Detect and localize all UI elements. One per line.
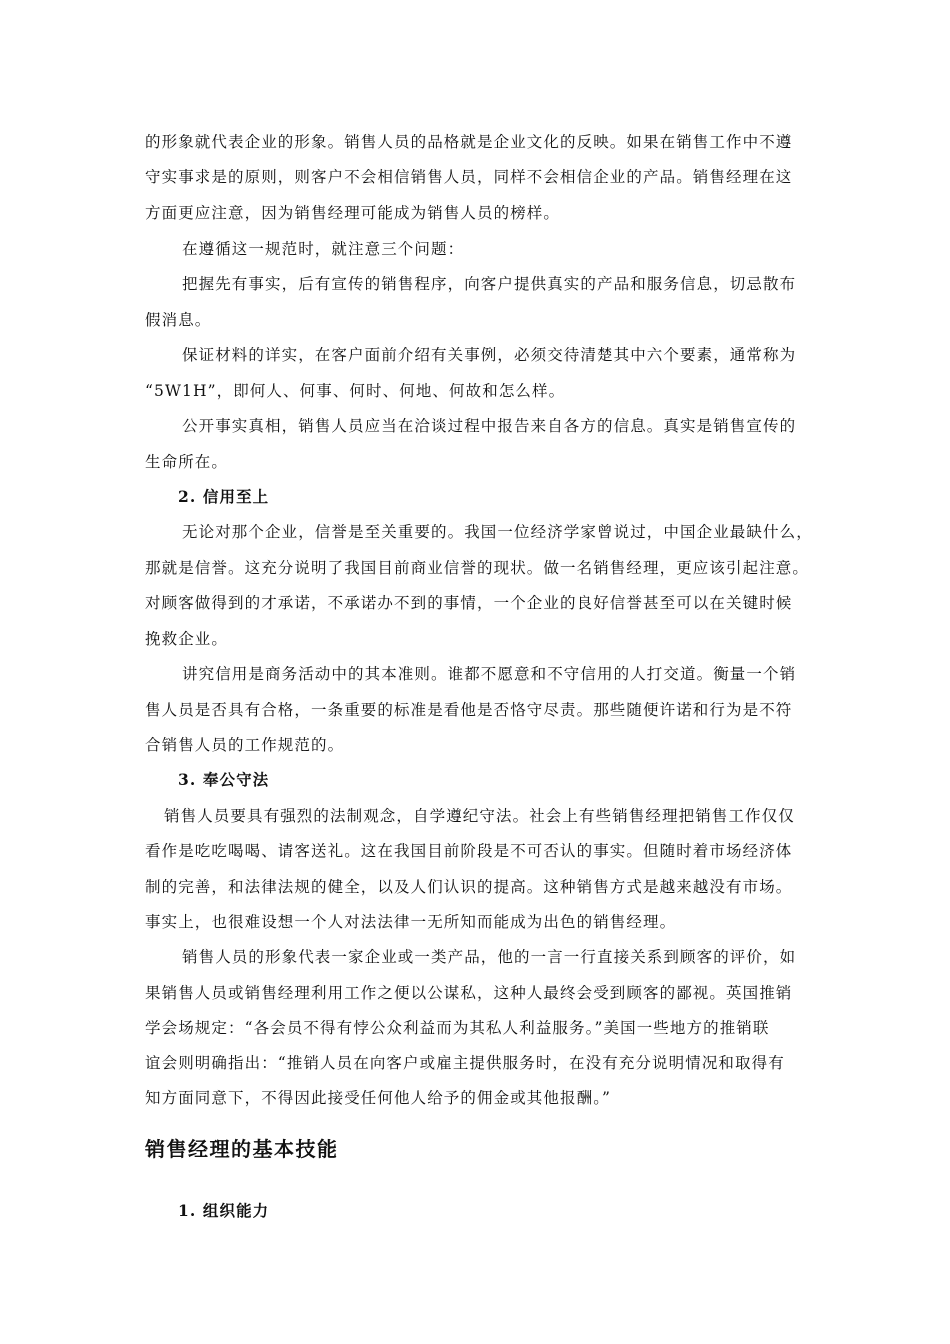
body-line: 在遵循这一规范时，就注意三个问题： bbox=[182, 240, 465, 258]
body-line: 挽救企业。 bbox=[145, 630, 229, 648]
body-line: 那就是信誉。这充分说明了我国目前商业信誉的现状。做一名销售经理，更应该引起注意。 bbox=[145, 559, 810, 577]
body-line: “5W1H”，即何人、何事、何时、何地、何故和怎么样。 bbox=[145, 382, 566, 400]
body-line: 讲究信用是商务活动中的其本准则。谁都不愿意和不守信用的人打交道。衡量一个销 bbox=[182, 665, 797, 683]
body-line: 守实事求是的原则，则客户不会相信销售人员，同样不会相信企业的产品。销售经理在这 bbox=[145, 168, 793, 186]
body-line: 销售人员的形象代表一家企业或一类产品，他的一言一行直接关系到顾客的评价，如 bbox=[182, 948, 797, 966]
body-line: 对顾客做得到的才承诺，不承诺办不到的事情，一个企业的良好信誉甚至可以在关键时候 bbox=[145, 594, 793, 612]
body-line: 销售人员要具有强烈的法制观念，自学遵纪守法。社会上有些销售经理把销售工作仅仅 bbox=[164, 807, 795, 825]
body-line: 无论对那个企业，信誉是至关重要的。我国一位经济学家曾说过，中国企业最缺什么， bbox=[182, 523, 813, 541]
body-line: 售人员是否具有合格，一条重要的标准是看他是否恪守尽责。那些随便许诺和行为是不符 bbox=[145, 701, 793, 719]
body-line: 把握先有事实，后有宣传的销售程序，向客户提供真实的产品和服务信息，切忌散布 bbox=[182, 275, 797, 293]
body-line: 谊会则明确指出：“推销人员在向客户或雇主提供服务时，在没有充分说明情况和取得有 bbox=[145, 1054, 785, 1072]
body-line: 知方面同意下，不得因此接受任何他人给予的佣金或其他报酬。” bbox=[145, 1089, 612, 1107]
body-line: 假消息。 bbox=[145, 311, 212, 329]
body-line: 生命所在。 bbox=[145, 453, 229, 471]
subheading-organization: 1. 组织能力 bbox=[178, 1201, 270, 1220]
body-line: 的形象就代表企业的形象。销售人员的品格就是企业文化的反映。如果在销售工作中不遵 bbox=[145, 133, 793, 151]
section-title: 销售经理的基本技能 bbox=[145, 1137, 339, 1161]
body-line: 制的完善，和法律法规的健全，以及人们认识的提高。这种销售方式是越来越没有市场。 bbox=[145, 878, 793, 896]
subheading-credit: 2. 信用至上 bbox=[178, 487, 270, 506]
body-line: 方面更应注意，因为销售经理可能成为销售人员的榜样。 bbox=[145, 204, 561, 222]
body-line: 公开事实真相，销售人员应当在洽谈过程中报告来自各方的信息。真实是销售宣传的 bbox=[182, 417, 797, 435]
body-line: 合销售人员的工作规范的。 bbox=[145, 736, 345, 754]
body-line: 保证材料的详实，在客户面前介绍有关事例，必须交待清楚其中六个要素，通常称为 bbox=[182, 346, 797, 364]
subheading-law: 3. 奉公守法 bbox=[178, 770, 270, 789]
body-line: 事实上，也很难设想一个人对法法律一无所知而能成为出色的销售经理。 bbox=[145, 913, 677, 931]
body-line: 学会场规定：“各会员不得有悖公众利益而为其私人利益服务。”美国一些地方的推销联 bbox=[145, 1019, 770, 1037]
body-line: 看作是吃吃喝喝、请客送礼。这在我国目前阶段是不可否认的事实。但随时着市场经济体 bbox=[145, 842, 793, 860]
body-line: 果销售人员或销售经理利用工作之便以公谋私，这种人最终会受到顾客的鄙视。英国推销 bbox=[145, 984, 793, 1002]
